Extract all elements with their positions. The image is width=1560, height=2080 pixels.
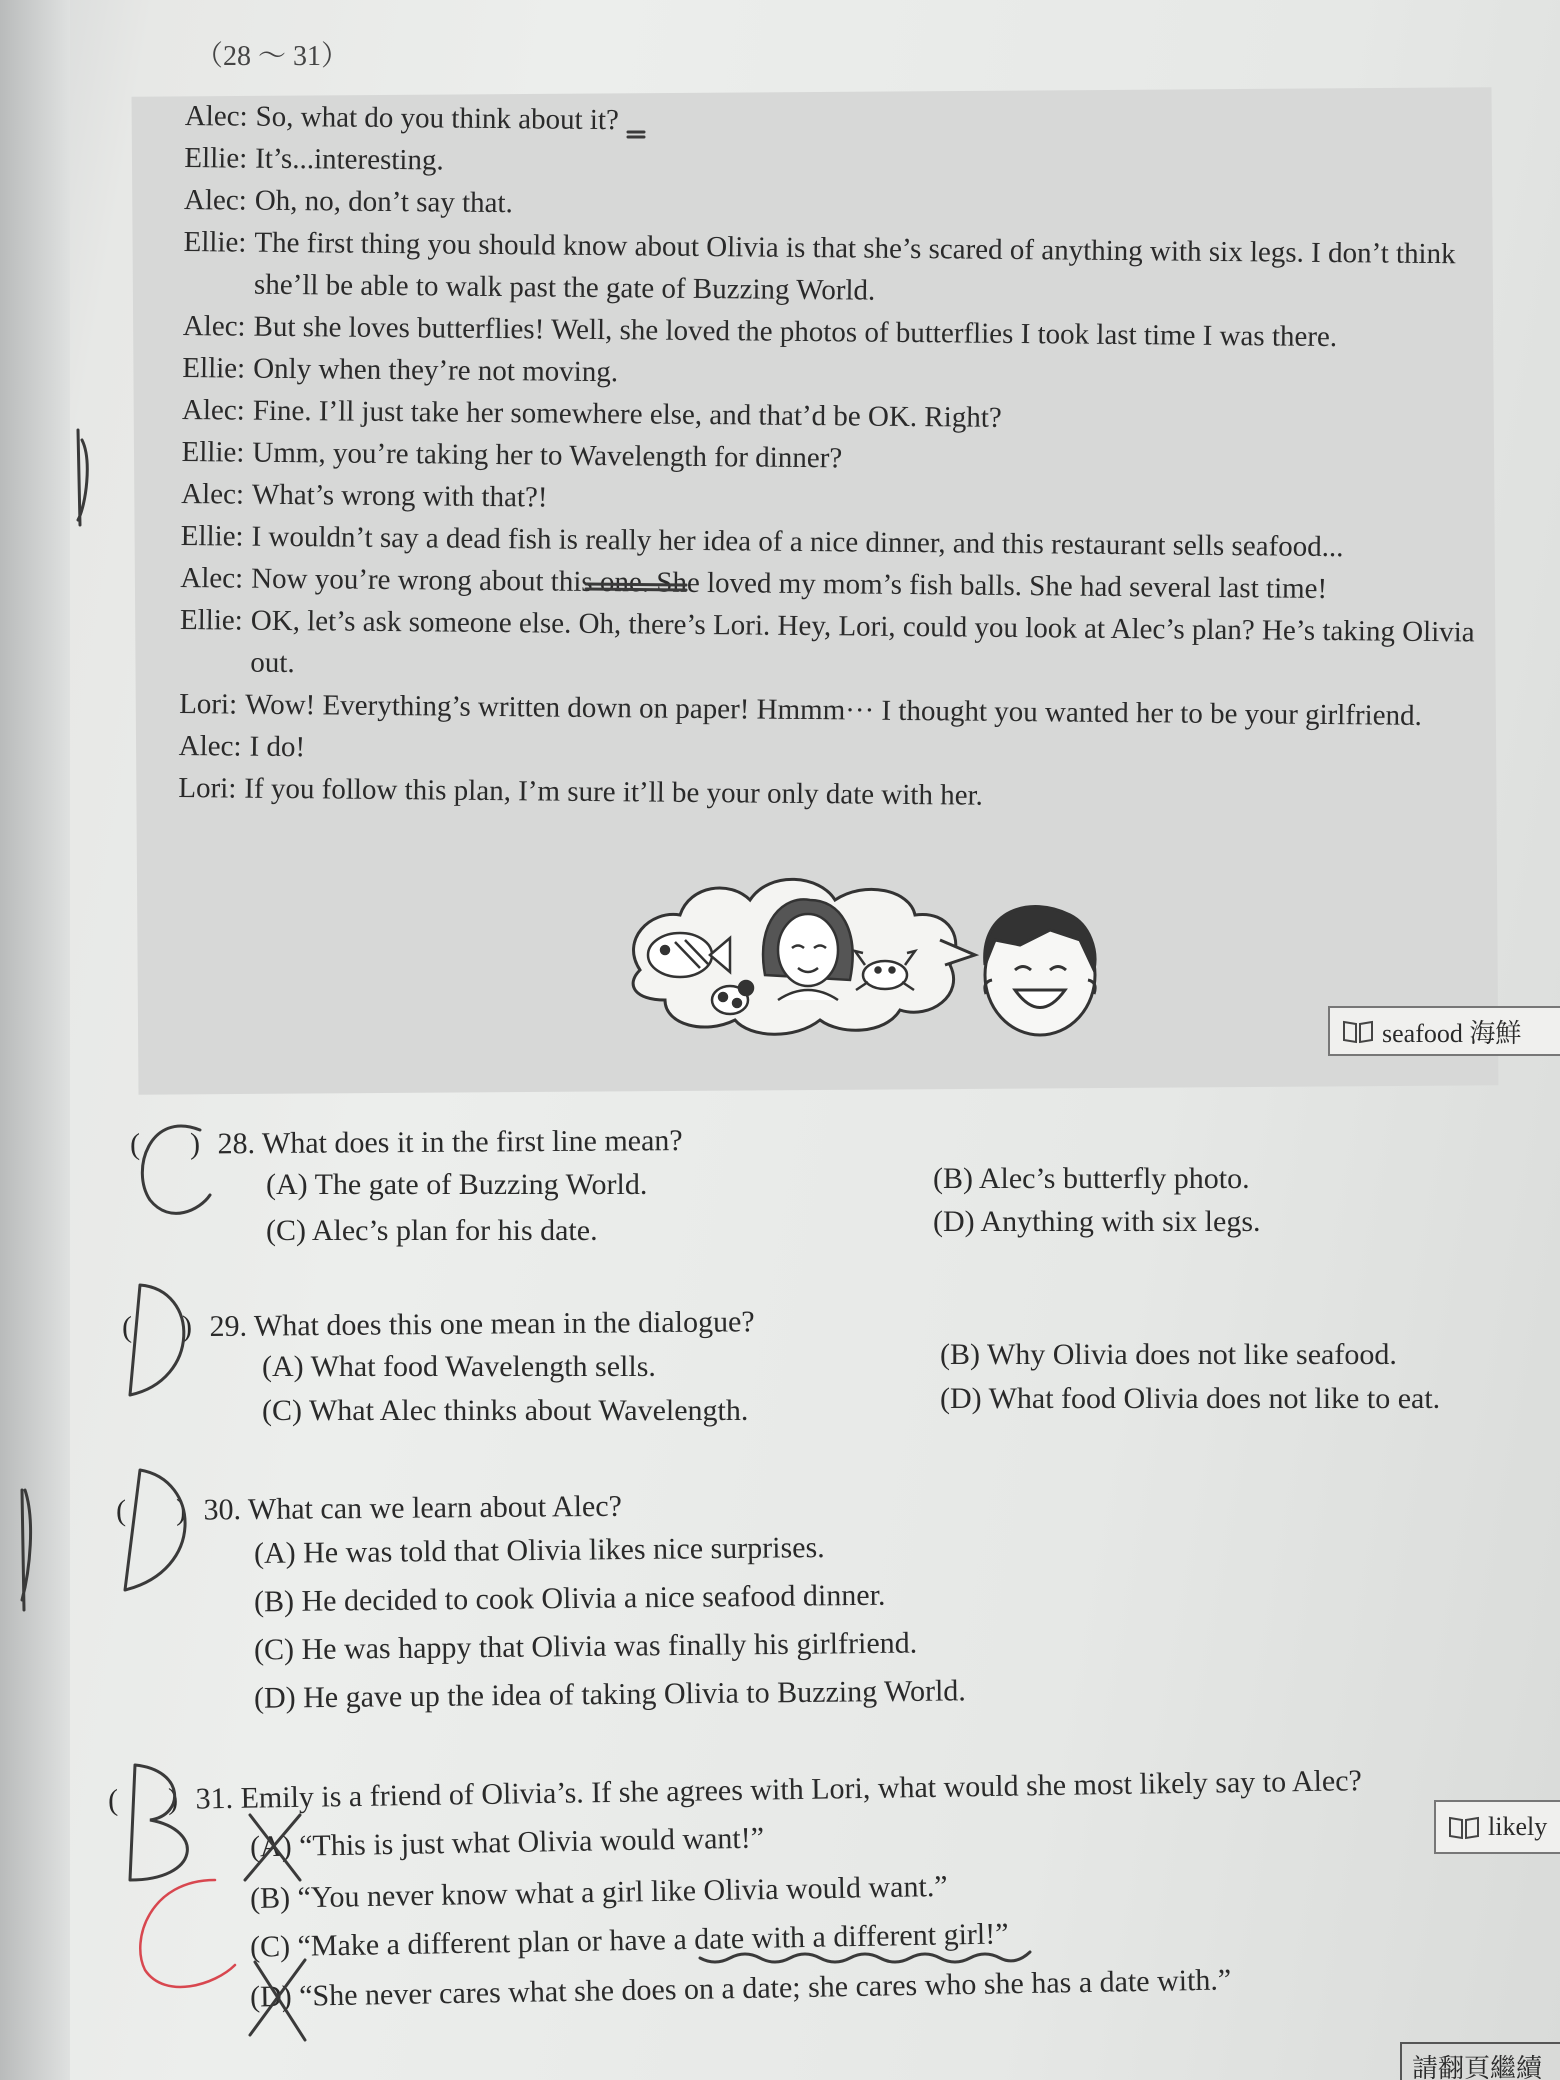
underline-it (628, 132, 644, 137)
speaker: Lori: (179, 687, 238, 721)
option-28-d: (D) Anything with six legs. (933, 1205, 1261, 1238)
option-31-b: (B) “You never know what a girl like Olivia would want.” (249, 1869, 948, 1916)
speaker: Ellie: (184, 141, 248, 175)
line-text: What’s wrong with that?! (251, 478, 548, 514)
margin-clip (78, 430, 87, 525)
option-30-d: (D) He gave up the idea of taking Olivia to Buzzing World. (253, 1674, 966, 1715)
cross-mark-a (245, 1815, 300, 1880)
option-29-a: (A) What food Wavelength sells. (262, 1350, 656, 1383)
answer-c-28 (142, 1126, 210, 1213)
option-31-d: (D) “She never cares what she does on a date; she cares who she has a date with.” (249, 1963, 1232, 2014)
speaker: Alec: (183, 183, 247, 217)
question-stem: 30. What can we learn about Alec? (203, 1489, 623, 1527)
line-text: So, what do you think about it? (255, 100, 620, 137)
option-28-a: (A) The gate of Buzzing World. (266, 1168, 648, 1201)
line-text: Wow! Everything’s written down on paper! Hmmm··· I thought you wanted her to be your girlfriend. (244, 688, 1422, 732)
line-text: Umm, you’re taking her to Wavelength for dinner? (252, 436, 843, 475)
option-29-b: (B) Why Olivia does not like seafood. (940, 1338, 1397, 1371)
question-30: ( ) 30. What can we learn about Alec? (115, 1489, 623, 1528)
option-30-a: (A) He was told that Olivia likes nice surprises. (253, 1531, 825, 1570)
option-31-c: (C) “Make a different plan or have a date with a different girl!” (249, 1917, 1009, 1964)
speaker: Ellie: (181, 435, 245, 469)
option-29-c: (C) What Alec thinks about Wavelength. (262, 1394, 749, 1427)
speaker: Alec: (181, 393, 245, 427)
option-28-c: (C) Alec’s plan for his date. (266, 1214, 598, 1247)
line-text: But she loves butterflies! Well, she loved the photos of butterflies I took last time I was there. (253, 310, 1338, 354)
option-28-b: (B) Alec’s butterfly photo. (933, 1162, 1250, 1195)
question-29: ( ) 29. What does this one mean in the dialogue? (121, 1305, 755, 1344)
underline-this-one (586, 584, 686, 590)
answer-paren-close: ) (189, 1127, 201, 1161)
question-stem: 31. Emily is a friend of Olivia’s. If she agrees with Lori, what would she most likely say to Alec? (195, 1764, 1363, 1816)
speaker: Alec: (184, 99, 248, 133)
wavy-underline-c (700, 1952, 1030, 1962)
cross-mark-d (250, 1960, 305, 2040)
option-30-c: (C) He was happy that Olivia was finally his girlfriend. (253, 1626, 918, 1667)
speaker: Alec: (178, 729, 242, 763)
speaker: Alec: (182, 309, 246, 343)
question-stem: 28. What does it in the first line mean? (217, 1124, 683, 1161)
section-header: （28 ～ 31） (195, 41, 350, 72)
question-stem: 29. What does this one mean in the dialogue? (209, 1305, 755, 1343)
line-text: OK, let’s ask someone else. Oh, there’s Lori. Hey, Lori, could you look at Alec’s plan? He’s taking Olivia out. (250, 604, 1475, 680)
speaker: Ellie: (182, 351, 246, 385)
speaker: Ellie: (180, 519, 244, 553)
answer-paren-open: ( (129, 1127, 141, 1161)
glossary-text: likely (1488, 1812, 1548, 1841)
line-text: Fine. I’ll just take her somewhere else, and that’d be OK. Right? (252, 394, 1002, 434)
glossary-text: seafood 海鮮 (1382, 1018, 1522, 1048)
line-text: If you follow this plan, I’m sure it’ll be your only date with her. (244, 772, 984, 812)
red-correction-c (140, 1880, 235, 1987)
speaker: Lori: (178, 771, 237, 805)
line-text: The first thing you should know about Olivia is that she’s scared of anything with six legs. I don’t think she’ll be able to walk past the gate of Buzzing World. (253, 226, 1456, 307)
answer-d-30 (125, 1470, 185, 1590)
speaker: Ellie: (183, 225, 247, 259)
line-text: I do! (249, 730, 306, 764)
line-text: Oh, no, don’t say that. (254, 184, 513, 220)
speaker: Alec: (180, 561, 244, 595)
turn-page-note: 請翻頁繼續 (1400, 2042, 1560, 2080)
line-text: Only when they’re not moving. (253, 352, 619, 389)
line-text: It’s...interesting. (255, 142, 444, 177)
option-29-d: (D) What food Olivia does not like to eat. (940, 1382, 1441, 1415)
line-text: Now you’re wrong about this one. She loved my mom’s fish balls. She had several last time! (251, 562, 1328, 605)
speaker: Ellie: (179, 603, 243, 637)
margin-clip (22, 1490, 31, 1610)
speaker: Alec: (181, 477, 245, 511)
line-text: I wouldn’t say a dead fish is really her idea of a nice dinner, and this restaurant sells seafood... (251, 520, 1344, 564)
answer-d-29 (130, 1285, 184, 1395)
question-31: ( ) 31. Emily is a friend of Olivia’s. If she agrees with Lori, what would she most likely say to Alec? (107, 1764, 1363, 1817)
answer-b-31 (130, 1765, 187, 1880)
option-30-b: (B) He decided to cook Olivia a nice seafood dinner. (253, 1578, 886, 1619)
option-31-a: (A) “This is just what Olivia would want!” (249, 1821, 765, 1864)
